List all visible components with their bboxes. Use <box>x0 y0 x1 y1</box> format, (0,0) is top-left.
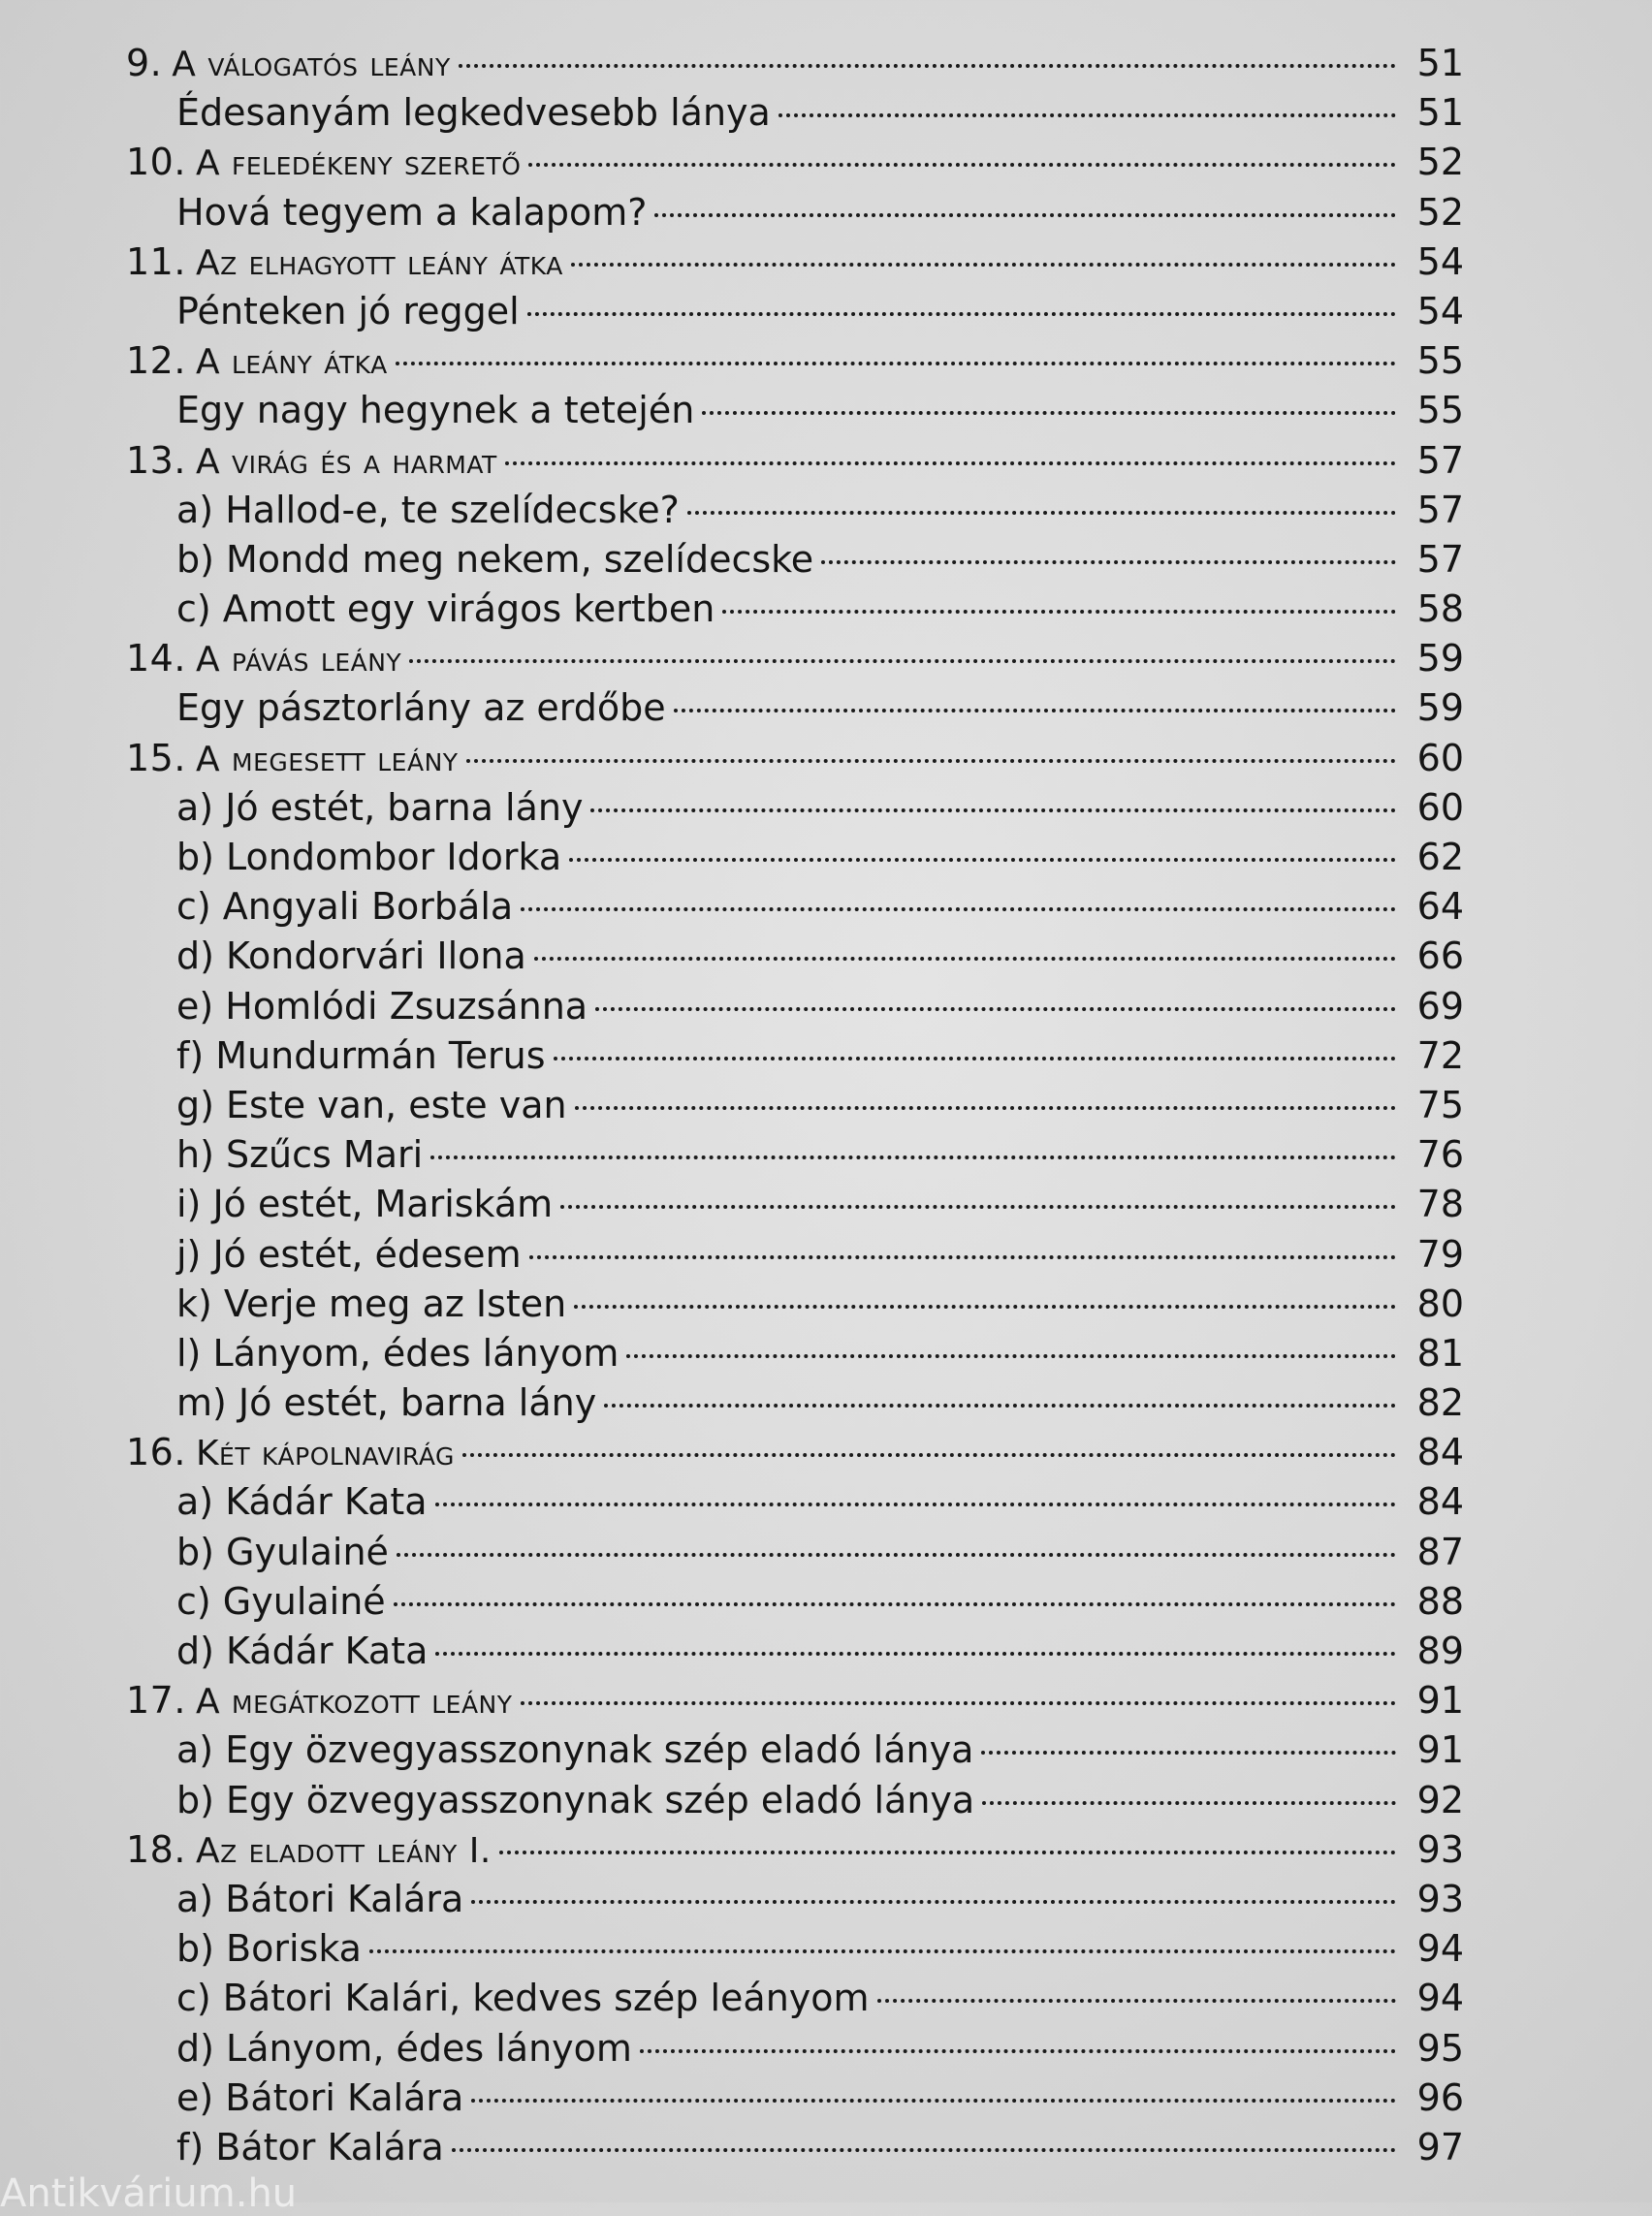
dot-leader <box>435 1503 1396 1506</box>
dot-leader <box>687 511 1396 515</box>
toc-entry-title: j) Jó estét, édesem <box>176 1232 522 1276</box>
toc-page-number: 69 <box>1416 984 1464 1028</box>
toc-entry-title: c) Angyali Borbála <box>176 885 514 929</box>
table-of-contents <box>126 39 1464 2172</box>
dot-leader <box>534 957 1396 961</box>
dot-leader <box>554 1057 1396 1061</box>
toc-chapter-title: Az eladott leány I. <box>195 1830 492 1871</box>
toc-entry-title: b) Egy özvegyasszonynak szép eladó lánya <box>176 1778 975 1821</box>
toc-entry-title: f) Mundurmán Terus <box>176 1033 546 1077</box>
dot-leader <box>702 411 1396 415</box>
dot-leader <box>409 659 1396 663</box>
toc-sub-entry <box>126 1725 1464 1775</box>
toc-entry-title: Egy pásztorlány az erdőbe <box>176 686 666 730</box>
toc-chapter-number: 15. <box>126 736 186 779</box>
toc-page-number: 92 <box>1416 1778 1464 1821</box>
toc-chapter-entry <box>126 237 1464 287</box>
toc-chapter-number: 17. <box>126 1679 186 1723</box>
toc-entry-title: l) Lányom, édes lányom <box>176 1331 620 1375</box>
dot-leader <box>528 163 1396 167</box>
toc-chapter-entry <box>126 1428 1464 1477</box>
toc-entry-title <box>126 1428 455 1478</box>
toc-chapter-number: 9. <box>126 42 163 84</box>
toc-page-number: 62 <box>1416 836 1464 878</box>
toc-chapter-entry <box>126 734 1464 783</box>
toc-chapter-number: 11. <box>126 239 186 283</box>
toc-chapter-entry <box>126 1676 1464 1725</box>
toc-entry-title: d) Kádár Kata <box>176 1630 429 1672</box>
toc-page-number: 95 <box>1416 2026 1464 2070</box>
toc-page-number: 55 <box>1416 389 1464 432</box>
toc-page-number: 66 <box>1416 934 1464 978</box>
toc-chapter-title: Az elhagyott leány átka <box>195 242 563 283</box>
toc-page-number: 75 <box>1416 1083 1464 1126</box>
toc-page-number: 52 <box>1416 190 1464 234</box>
toc-sub-entry <box>126 535 1464 585</box>
toc-sub-entry <box>126 932 1464 981</box>
dot-leader <box>394 1602 1396 1606</box>
toc-chapter-entry <box>126 336 1464 386</box>
dot-leader <box>877 1999 1396 2003</box>
dot-leader <box>462 1453 1396 1457</box>
dot-leader <box>560 1205 1396 1209</box>
dot-leader <box>569 858 1396 862</box>
toc-page-number: 57 <box>1416 438 1464 482</box>
toc-entry-title: Egy nagy hegynek a tetején <box>176 389 695 432</box>
toc-sub-entry <box>126 1528 1464 1577</box>
toc-page-number: 51 <box>1416 42 1464 84</box>
toc-page-number: 52 <box>1416 141 1464 184</box>
toc-sub-entry <box>126 486 1464 535</box>
dot-leader <box>471 1900 1396 1904</box>
toc-chapter-number: 14. <box>126 637 186 681</box>
dot-leader <box>674 709 1396 712</box>
toc-chapter-entry <box>126 39 1464 88</box>
dot-leader <box>505 461 1396 465</box>
dot-leader <box>590 808 1396 812</box>
toc-page-number: 72 <box>1416 1033 1464 1077</box>
dot-leader <box>595 1007 1396 1011</box>
dot-leader <box>471 2099 1396 2103</box>
toc-sub-entry <box>126 882 1464 932</box>
toc-sub-entry <box>126 1776 1464 1825</box>
toc-entry-title: a) Bátori Kalára <box>176 1877 464 1920</box>
toc-chapter-number: 13. <box>126 438 186 482</box>
toc-page-number: 59 <box>1416 686 1464 730</box>
toc-chapter-number: 12. <box>126 339 186 383</box>
toc-chapter-title: A megesett leány <box>195 739 459 779</box>
toc-sub-entry <box>126 2123 1464 2172</box>
toc-page-number: 87 <box>1416 1530 1464 1573</box>
toc-sub-entry <box>126 88 1464 138</box>
toc-entry-title <box>126 39 451 89</box>
toc-page-number: 81 <box>1416 1331 1464 1375</box>
dot-leader <box>499 1851 1396 1854</box>
toc-entry-title <box>126 436 497 487</box>
toc-page-number: 55 <box>1416 339 1464 383</box>
dot-leader <box>529 1255 1396 1259</box>
toc-entry-title: f) Bátor Kalára <box>176 2125 444 2169</box>
toc-sub-entry <box>126 188 1464 237</box>
toc-page-number: 76 <box>1416 1133 1464 1177</box>
toc-sub-entry <box>126 833 1464 882</box>
toc-sub-entry <box>126 1924 1464 1974</box>
dot-leader <box>981 1751 1396 1755</box>
dot-leader <box>778 113 1396 117</box>
dot-leader <box>575 1106 1396 1110</box>
toc-chapter-entry <box>126 138 1464 187</box>
toc-entry-title: a) Egy özvegyasszonynak szép eladó lánya <box>176 1728 974 1772</box>
toc-entry-title: e) Homlódi Zsuzsánna <box>176 984 588 1028</box>
toc-page-number: 93 <box>1416 1827 1464 1871</box>
toc-sub-entry <box>126 1974 1464 2023</box>
dot-leader <box>435 1652 1396 1656</box>
toc-page-number: 94 <box>1416 1977 1464 2020</box>
toc-entry-title: b) Gyulainé <box>176 1530 389 1573</box>
toc-page-number: 91 <box>1416 1679 1464 1723</box>
toc-chapter-title: A feledékeny szerető <box>195 143 522 184</box>
toc-sub-entry <box>126 1280 1464 1329</box>
toc-sub-entry <box>126 585 1464 634</box>
toc-sub-entry <box>126 1130 1464 1180</box>
toc-sub-entry <box>126 783 1464 833</box>
toc-entry-title <box>126 634 401 684</box>
toc-page-number: 94 <box>1416 1927 1464 1971</box>
toc-sub-entry <box>126 287 1464 336</box>
toc-page-number: 54 <box>1416 239 1464 283</box>
toc-entry-title: i) Jó estét, Mariskám <box>176 1183 554 1226</box>
toc-page-number: 59 <box>1416 637 1464 681</box>
toc-chapter-entry <box>126 1825 1464 1875</box>
toc-page-number: 91 <box>1416 1728 1464 1772</box>
toc-chapter-title: A megátkozott leány <box>195 1682 513 1723</box>
toc-entry-title: k) Verje meg az Isten <box>176 1282 567 1325</box>
toc-entry-title: Pénteken jó reggel <box>176 289 520 332</box>
dot-leader <box>982 1801 1396 1805</box>
toc-sub-entry <box>126 1081 1464 1130</box>
toc-page-number: 82 <box>1416 1381 1464 1425</box>
toc-entry-title <box>126 237 563 288</box>
dot-leader <box>722 610 1396 614</box>
toc-chapter-entry <box>126 634 1464 683</box>
toc-sub-entry <box>126 1627 1464 1676</box>
toc-page-number: 88 <box>1416 1579 1464 1623</box>
dot-leader <box>821 560 1396 564</box>
dot-leader <box>527 312 1396 316</box>
toc-page-number: 79 <box>1416 1232 1464 1276</box>
toc-sub-entry <box>126 2024 1464 2074</box>
toc-entry-title: c) Gyulainé <box>176 1579 386 1623</box>
toc-chapter-entry <box>126 436 1464 486</box>
toc-entry-title: b) Mondd meg nekem, szelídecske <box>176 537 814 581</box>
dot-leader <box>430 1155 1396 1159</box>
toc-sub-entry <box>126 1577 1464 1627</box>
dot-leader <box>571 263 1396 267</box>
dot-leader <box>521 1701 1396 1705</box>
toc-entry-title <box>126 734 459 784</box>
toc-chapter-number: 10. <box>126 141 186 184</box>
toc-entry-title: c) Amott egy virágos kertben <box>176 587 715 631</box>
toc-page-number: 84 <box>1416 1480 1464 1524</box>
toc-page-number: 89 <box>1416 1630 1464 1672</box>
toc-sub-entry <box>126 1378 1464 1428</box>
toc-entry-title: g) Este van, este van <box>176 1083 567 1126</box>
toc-sub-entry <box>126 1230 1464 1280</box>
toc-entry-title: m) Jó estét, barna lány <box>176 1381 597 1425</box>
toc-page-number: 58 <box>1416 587 1464 631</box>
toc-entry-title: a) Hallod-e, te szelídecske? <box>176 488 680 531</box>
toc-sub-entry <box>126 683 1464 733</box>
toc-page-number: 97 <box>1416 2125 1464 2169</box>
toc-chapter-title: Két kápolnavirág <box>195 1434 455 1474</box>
toc-chapter-title: A pávás leány <box>195 640 402 681</box>
toc-entry-title: a) Kádár Kata <box>176 1480 428 1524</box>
dot-leader <box>574 1305 1396 1309</box>
toc-entry-title <box>126 1825 492 1876</box>
toc-page-number: 96 <box>1416 2075 1464 2119</box>
toc-entry-title: d) Lányom, édes lányom <box>176 2026 632 2070</box>
toc-sub-entry <box>126 386 1464 435</box>
toc-entry-title <box>126 138 521 188</box>
toc-entry-title: Hová tegyem a kalapom? <box>176 190 648 234</box>
toc-page-number: 51 <box>1416 91 1464 135</box>
dot-leader <box>626 1354 1396 1358</box>
dot-leader <box>459 64 1396 68</box>
toc-page-number: 57 <box>1416 537 1464 581</box>
toc-page-number: 57 <box>1416 488 1464 531</box>
toc-entry-title: a) Jó estét, barna lány <box>176 785 584 829</box>
toc-entry-title <box>126 336 388 387</box>
dot-leader <box>396 362 1396 365</box>
toc-entry-title: h) Szűcs Mari <box>176 1133 424 1177</box>
toc-page-number: 80 <box>1416 1282 1464 1325</box>
toc-chapter-number: 18. <box>126 1827 186 1871</box>
toc-entry-title: e) Bátori Kalára <box>176 2075 464 2119</box>
toc-sub-entry <box>126 1180 1464 1229</box>
dot-leader <box>466 759 1396 763</box>
toc-page-number: 54 <box>1416 289 1464 332</box>
watermark: Antikvárium.hu <box>0 2171 298 2216</box>
toc-sub-entry <box>126 982 1464 1031</box>
toc-page-number: 78 <box>1416 1183 1464 1226</box>
dot-leader <box>654 213 1396 217</box>
toc-entry-title: d) Kondorvári Ilona <box>176 934 526 978</box>
dot-leader <box>604 1404 1396 1408</box>
toc-entry-title: c) Bátori Kalári, kedves szép leányom <box>176 1977 870 2020</box>
toc-sub-entry <box>126 1875 1464 1924</box>
dot-leader <box>640 2049 1396 2053</box>
toc-entry-title: Édesanyám legkedvesebb lánya <box>176 91 771 135</box>
dot-leader <box>397 1553 1396 1557</box>
toc-chapter-number: 16. <box>126 1431 186 1474</box>
toc-page-number: 60 <box>1416 736 1464 779</box>
dot-leader <box>452 2148 1396 2152</box>
toc-page-number: 60 <box>1416 785 1464 829</box>
toc-sub-entry <box>126 1329 1464 1378</box>
dot-leader <box>369 1949 1396 1953</box>
toc-entry-title <box>126 1676 513 1726</box>
toc-page-number: 84 <box>1416 1431 1464 1474</box>
toc-sub-entry <box>126 1477 1464 1527</box>
dot-leader <box>521 907 1396 911</box>
toc-page-number: 93 <box>1416 1877 1464 1920</box>
toc-chapter-title: A leány átka <box>195 342 388 383</box>
toc-entry-title: b) Londombor Idorka <box>176 836 562 878</box>
toc-entry-title: b) Boriska <box>176 1927 362 1971</box>
toc-chapter-title: A válogatós leány <box>172 45 451 84</box>
toc-page-number: 64 <box>1416 885 1464 929</box>
toc-sub-entry <box>126 2074 1464 2123</box>
toc-sub-entry <box>126 1031 1464 1081</box>
toc-chapter-title: A virág és a harmat <box>195 441 497 482</box>
